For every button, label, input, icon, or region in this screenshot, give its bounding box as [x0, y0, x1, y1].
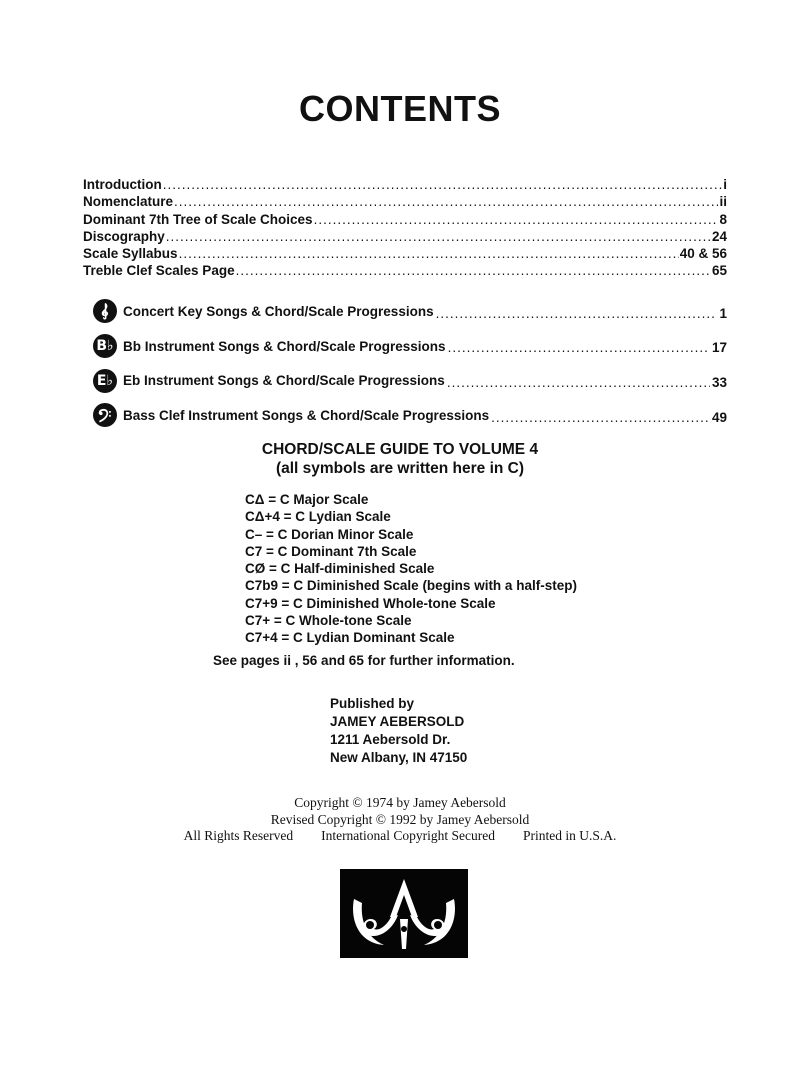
- e-flat-icon: E♭: [93, 369, 117, 393]
- toc-row[interactable]: [83, 194, 727, 211]
- section-page: 33: [711, 375, 727, 391]
- legend-entry: CØ = C Half-diminished Scale: [245, 561, 435, 577]
- publisher-address: 1211 Aebersold Dr.: [330, 732, 451, 747]
- toc-label: Nomenclature: [83, 194, 174, 210]
- toc-label: Introduction: [83, 177, 162, 192]
- section-page: 49: [711, 409, 727, 425]
- legend-entry: C7b9 = C Diminished Scale (begins with a half-step): [245, 578, 577, 594]
- legend-entry: C7+9 = C Diminished Whole-tone Scale: [245, 595, 496, 611]
- publisher-city: New Albany, IN 47150: [330, 750, 468, 765]
- chord-symbol-legend: [245, 491, 577, 647]
- toc-label: Treble Clef Scales Page: [83, 263, 235, 279]
- leader-dots: [163, 177, 723, 192]
- revised-copyright-line: Revised Copyright © 1992 by Jamey Aebersold: [270, 811, 530, 827]
- guide-heading: [0, 440, 800, 478]
- treble-clef-icon: [93, 299, 117, 323]
- leader-dots: [236, 263, 711, 278]
- printed-in: Printed in U.S.A.: [523, 828, 617, 843]
- rights-line: [0, 828, 800, 845]
- guide-heading-line1: CHORD/SCALE GUIDE TO VOLUME 4: [261, 441, 539, 458]
- legend-entry: C– = C Dorian Minor Scale: [245, 526, 414, 542]
- leader-dots: [491, 410, 710, 433]
- legend-entry: C7+ = C Whole-tone Scale: [245, 613, 412, 629]
- aebersold-logo: [340, 869, 468, 958]
- toc-label: Discography: [83, 228, 165, 244]
- section-row-bb[interactable]: [93, 329, 727, 364]
- legend-entry: CΔ+4 = C Lydian Scale: [245, 509, 391, 525]
- toc-list: [83, 177, 727, 281]
- leader-dots: [166, 229, 711, 244]
- section-label: Concert Key Songs & Chord/Scale Progressions: [123, 303, 434, 319]
- toc-page: 65: [711, 263, 727, 279]
- copyright-block: [0, 795, 800, 845]
- toc-row[interactable]: [83, 212, 727, 229]
- section-list: [93, 294, 727, 433]
- toc-row[interactable]: [83, 229, 727, 246]
- international-copyright: International Copyright Secured: [321, 828, 496, 843]
- guide-heading-line2: (all symbols are written here in C): [275, 460, 525, 477]
- toc-page: 40 & 56: [679, 246, 727, 262]
- legend-entry: C7 = C Dominant 7th Scale: [245, 543, 417, 559]
- bass-clef-icon: [93, 403, 117, 427]
- section-page: 1: [719, 305, 727, 321]
- toc-row[interactable]: [83, 177, 727, 194]
- copyright-line: Copyright © 1974 by Jamey Aebersold: [294, 795, 506, 810]
- section-row-eb[interactable]: [93, 363, 727, 398]
- leader-dots: [314, 212, 719, 227]
- section-label: Bass Clef Instrument Songs & Chord/Scale Progressions: [123, 407, 490, 423]
- rights-reserved: All Rights Reserved: [183, 828, 294, 843]
- toc-row[interactable]: [83, 263, 727, 280]
- b-flat-icon: B♭: [93, 334, 117, 358]
- toc-row[interactable]: [83, 246, 727, 263]
- leader-dots: [447, 375, 710, 398]
- section-label: Eb Instrument Songs & Chord/Scale Progressions: [123, 373, 445, 389]
- toc-page: i: [723, 177, 727, 192]
- leader-dots: [179, 246, 679, 261]
- publisher-name: JAMEY AEBERSOLD: [330, 714, 465, 729]
- toc-label: Dominant 7th Tree of Scale Choices: [83, 211, 313, 227]
- section-row-concert[interactable]: [93, 294, 727, 329]
- leader-dots: [436, 306, 718, 329]
- toc-page: 24: [711, 228, 727, 244]
- leader-dots: [448, 340, 710, 363]
- publisher-line: Published by: [330, 696, 415, 711]
- leader-dots: [174, 194, 718, 209]
- toc-page: ii: [719, 194, 727, 210]
- page-title: CONTENTS: [299, 88, 501, 129]
- further-info-note: See pages ii , 56 and 65 for further information.: [213, 653, 515, 668]
- toc-page: 8: [719, 211, 727, 227]
- publisher-block: [330, 695, 467, 767]
- logo-mark: [340, 869, 468, 958]
- legend-entry: C7+4 = C Lydian Dominant Scale: [245, 630, 455, 646]
- legend-entry: CΔ = C Major Scale: [245, 492, 369, 507]
- toc-label: Scale Syllabus: [83, 246, 178, 262]
- section-row-bass[interactable]: [93, 398, 727, 433]
- section-label: Bb Instrument Songs & Chord/Scale Progressions: [123, 338, 446, 354]
- section-page: 17: [711, 340, 727, 356]
